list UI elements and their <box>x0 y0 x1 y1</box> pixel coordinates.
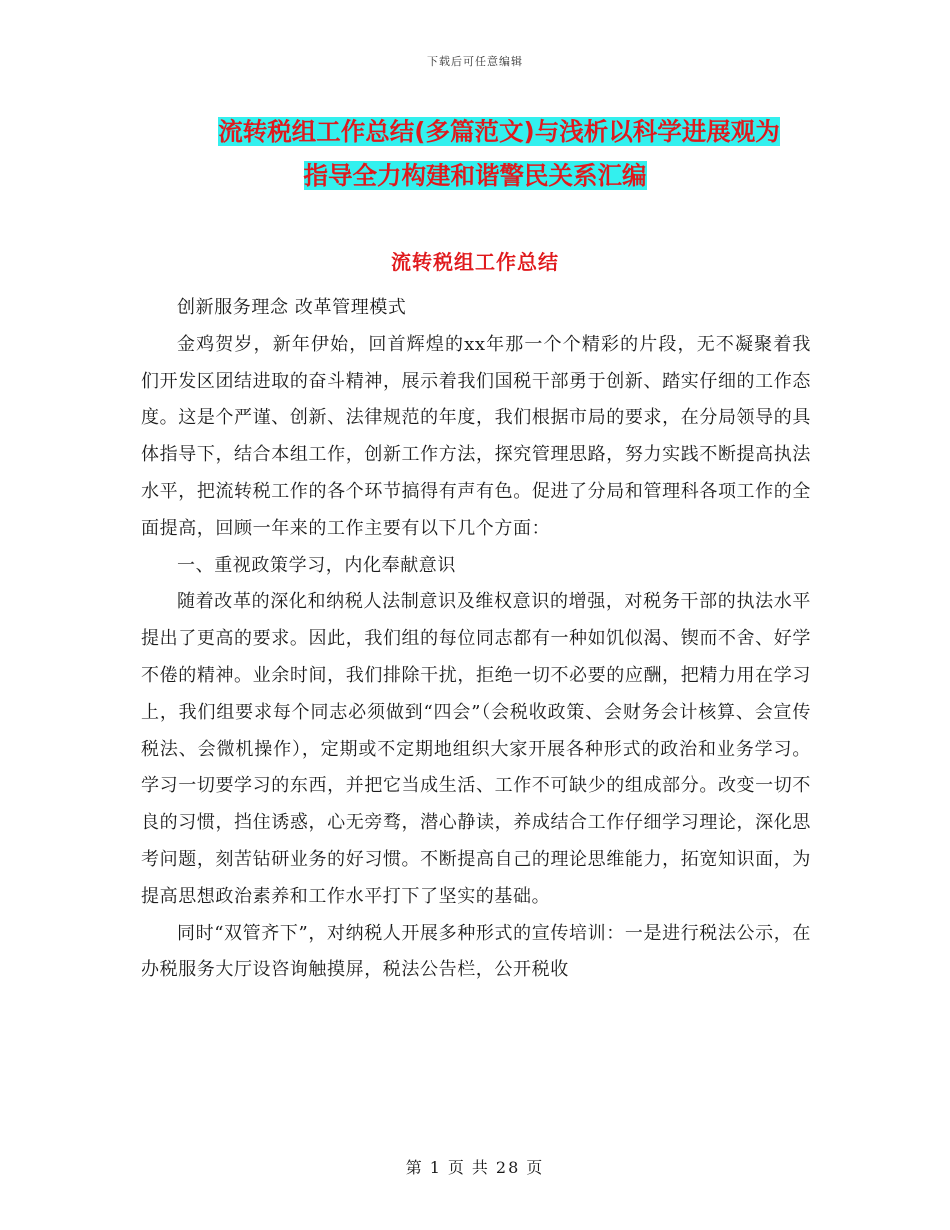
section-title: 流转税组工作总结 <box>391 250 559 274</box>
page-footer <box>0 1155 950 1178</box>
document-title-line1: 流转税组工作总结(多篇范文)与浅析以科学进展观为 <box>218 117 780 146</box>
paragraph-subtitle: 创新服务理念 改革管理模式 <box>177 297 407 318</box>
footer-suffix: 页 <box>526 1158 545 1177</box>
paragraph: 金鸡贺岁，新年伊始，回首辉煌的xx年那一个个精彩的片段，无不凝聚着我们开发区团结进取的奋斗精神，展示着我们国税干部勇于创新、踏实仔细的工作态度。这是个严谨、创新、法律规范的年度，我们根据市局的要求，在分局领导的具体指导下，结合本组工作，创新工作方法，探究管理思路，努力实践不断提高执法水平，把流转税工作的各个环节搞得有声有色。促进了分局和管理科各项工作的全面提高，回顾一年来的工作主要有以下几个方面： <box>141 333 811 539</box>
paragraph: 随着改革的深化和纳税人法制意识及维权意识的增强，对税务干部的执法水平提出了更高的要求。因此，我们组的每位同志都有一种如饥似渴、锲而不舍、好学不倦的精神。业余时间，我们排除干扰，拒绝一切不必要的应酬，把精力用在学习上，我们组要求每个同志必须做到“四会”（会税收政策、会财务会计核算、会宣传税法、会微机操作），定期或不定期地组织大家开展各种形式的政治和业务学习。学习一切要学习的东西，并把它当成生活、工作不可缺少的组成部分。改变一切不良的习惯，挡住诱惑，心无旁骛，潜心静读，养成结合工作仔细学习理论，深化思考问题，刻苦钻研业务的好习惯。不断提高自己的理论思维能力，拓宽知识面，为提高思想政治素养和工作水平打下了坚实的基础。 <box>141 591 811 907</box>
total-pages: 28 <box>495 1158 521 1177</box>
document-title <box>0 110 950 198</box>
paragraph: 同时“双管齐下”，对纳税人开展多种形式的宣传培训：一是进行税法公示，在办税服务大厅设咨询触摸屏，税法公告栏，公开税收 <box>141 922 811 981</box>
page-number: 1 <box>429 1158 442 1177</box>
footer-mid1: 页 <box>447 1158 466 1177</box>
paragraph-heading: 一、重视政策学习，内化奉献意识 <box>177 554 456 576</box>
footer-prefix: 第 <box>405 1158 424 1177</box>
document-body <box>141 290 811 989</box>
footer-mid2: 共 <box>471 1158 490 1177</box>
document-title-line2: 指导全力构建和谐警民关系汇编 <box>303 161 647 190</box>
header-note: 下载后可任意编辑 <box>427 55 523 68</box>
